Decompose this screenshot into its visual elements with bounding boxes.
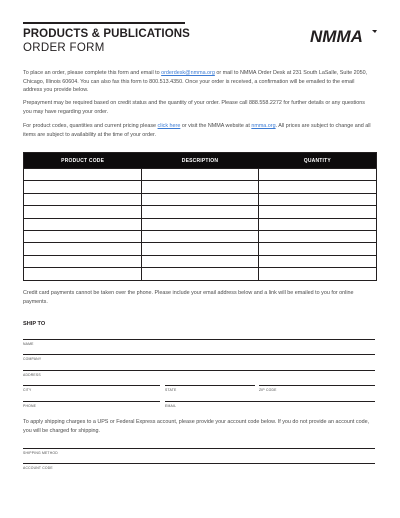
city-label: CITY (23, 388, 32, 392)
product-code-cell[interactable] (24, 194, 141, 205)
column-header-quantity: QUANTITY (303, 157, 331, 164)
email-label: EMAIL (165, 404, 177, 408)
shipping-method-field[interactable] (23, 448, 375, 455)
shipping-note: To apply shipping charges to a UPS or Federal Express account, please provide your account code below. If you do not provide an account code, you will be charged for shipping. (23, 419, 370, 434)
product-code-cell[interactable] (24, 206, 141, 217)
state-field[interactable] (165, 385, 255, 392)
quantity-cell[interactable] (258, 231, 376, 242)
logo-text: NMMA (310, 27, 363, 45)
order-table-body (24, 168, 376, 280)
table-row (24, 218, 376, 230)
table-row (24, 267, 376, 279)
intro-paragraph-1 (23, 69, 375, 95)
quantity-cell[interactable] (258, 256, 376, 267)
intro-text: For product codes, quantities and current pricing please (23, 123, 158, 129)
page-subtitle: ORDER FORM (23, 42, 105, 54)
table-row (24, 242, 376, 254)
address-label: ADDRESS (23, 373, 41, 377)
zip-code-field[interactable] (259, 385, 375, 392)
name-field[interactable] (23, 339, 375, 346)
order-table (23, 152, 377, 281)
description-cell[interactable] (141, 206, 259, 217)
intro-text: . All prices are subject to change and all items are subject to availability at the time of your order. (23, 123, 371, 138)
nmma-website-link[interactable]: nmma.org (251, 123, 276, 129)
column-header-product-code: PRODUCT CODE (61, 157, 105, 164)
description-cell[interactable] (141, 194, 259, 205)
table-row (24, 230, 376, 242)
name-label: NAME (23, 342, 34, 346)
table-row (24, 193, 376, 205)
ship-to-heading: SHIP TO (23, 321, 46, 327)
quantity-cell[interactable] (258, 206, 376, 217)
table-row (24, 205, 376, 217)
product-code-cell[interactable] (24, 181, 141, 192)
order-email-link[interactable]: orderdesk@nmma.org (161, 70, 215, 76)
product-code-cell[interactable] (24, 231, 141, 242)
company-label: COMPANY (23, 357, 42, 361)
zip-code-label: ZIP CODE (259, 388, 277, 392)
quantity-cell[interactable] (258, 169, 376, 180)
email-field[interactable] (165, 401, 375, 408)
intro-text: or visit the NMMA website at (180, 123, 252, 129)
click-here-link[interactable]: click here (157, 123, 181, 129)
quantity-cell[interactable] (258, 219, 376, 230)
description-cell[interactable] (141, 231, 259, 242)
city-field[interactable] (23, 385, 160, 392)
quantity-cell[interactable] (258, 243, 376, 254)
table-row (24, 168, 376, 180)
payment-note: Credit card payments cannot be taken over the phone. Please include your email address below and a link will be emailed to you for online payments. (23, 290, 354, 305)
phone-field[interactable] (23, 401, 160, 408)
description-cell[interactable] (141, 169, 259, 180)
table-row (24, 255, 376, 267)
quantity-cell[interactable] (258, 194, 376, 205)
order-table-header (24, 153, 376, 168)
product-code-cell[interactable] (24, 219, 141, 230)
intro-paragraph-2: Prepayment may be required based on credit status and the quantity of your order. Please call 888.558.2272 for further details or any questions you may have regarding your order. (23, 100, 365, 115)
product-code-cell[interactable] (24, 169, 141, 180)
quantity-cell[interactable] (258, 268, 376, 279)
nmma-logo (310, 27, 378, 45)
column-header-description: DESCRIPTION (181, 157, 219, 164)
account-code-field[interactable] (23, 463, 375, 470)
account-code-label: ACCOUNT CODE (23, 466, 53, 470)
intro-text: or mail to NMMA Order Desk at 231 South LaSalle, Suite 2050, Chicago, Illinois 60604. You can also fax this form to 800.513.4350. Once your order is received, a confirmation will be emailed to the email address you provide below. (23, 70, 368, 94)
description-cell[interactable] (141, 219, 259, 230)
page-title: PRODUCTS & PUBLICATIONS (23, 28, 190, 40)
product-code-cell[interactable] (24, 268, 141, 279)
phone-label: PHONE (23, 404, 37, 408)
intro-text: To place an order, please complete this form and email to (23, 70, 162, 76)
header-rule (23, 22, 185, 24)
description-cell[interactable] (141, 181, 259, 192)
company-field[interactable] (23, 354, 375, 361)
product-code-cell[interactable] (24, 243, 141, 254)
quantity-cell[interactable] (258, 181, 376, 192)
shipping-method-label: SHIPPING METHOD (23, 451, 58, 455)
product-code-cell[interactable] (24, 256, 141, 267)
table-row (24, 180, 376, 192)
logo-mark (372, 30, 377, 33)
state-label: STATE (165, 388, 177, 392)
description-cell[interactable] (141, 256, 259, 267)
description-cell[interactable] (141, 243, 259, 254)
address-field[interactable] (23, 370, 375, 377)
intro-paragraph-3 (23, 122, 375, 139)
description-cell[interactable] (141, 268, 259, 279)
